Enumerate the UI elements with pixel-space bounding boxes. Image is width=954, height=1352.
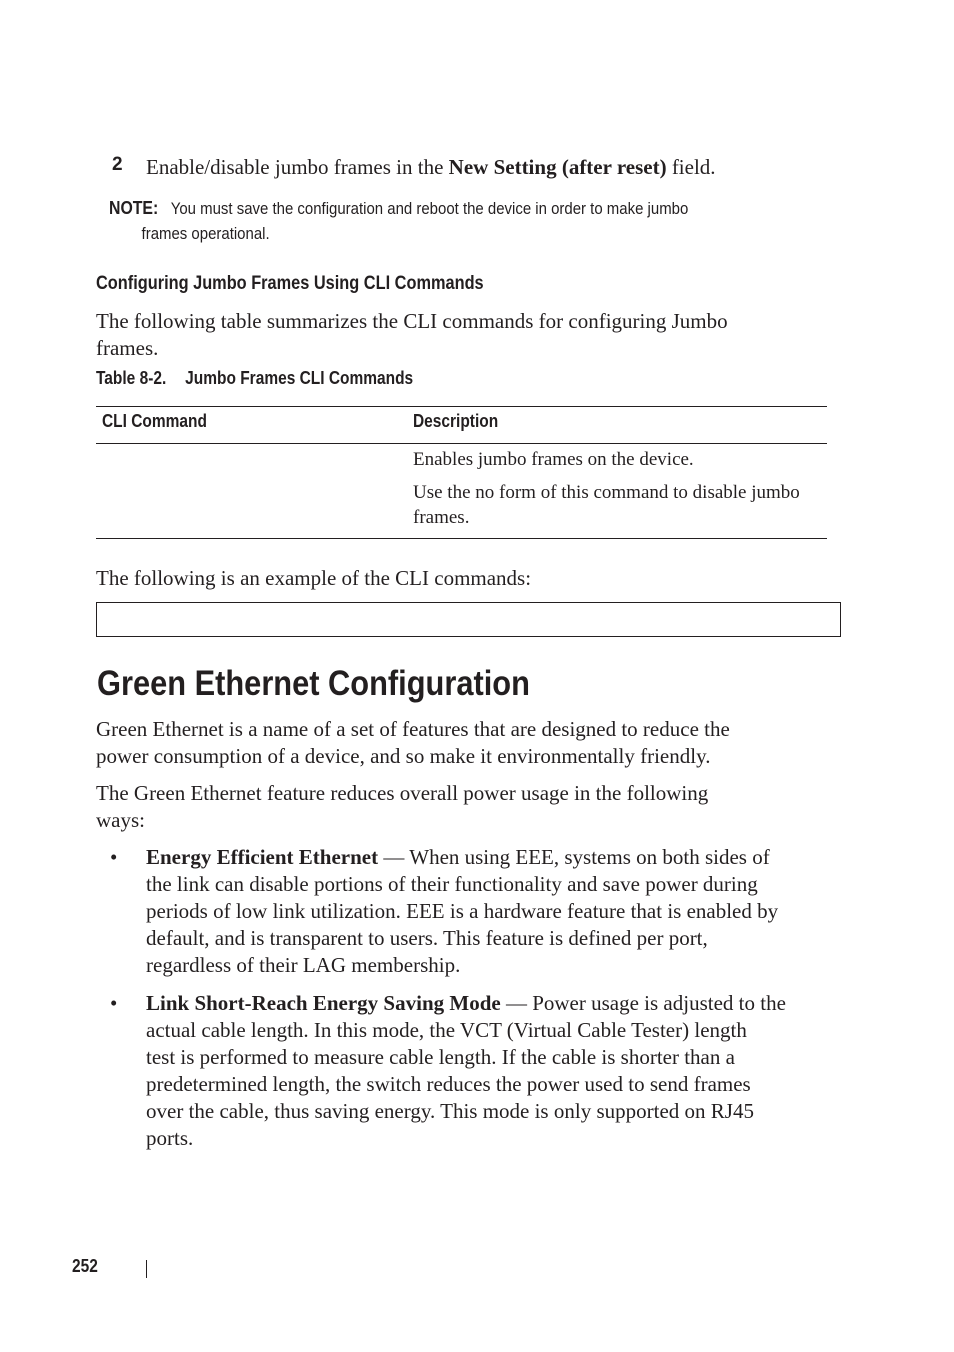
- bullet-term: Energy Efficient Ethernet: [146, 845, 379, 869]
- list-item: Link Short-Reach Energy Saving Mode — Power usage is adjusted to the actual cable length. In this mode, the VCT (Virtual Cable Tester) length test is performed to measure cable length. If the cable is shorter than a predetermined length, the switch reduces the power used to send frames over the cable, thus saving energy. This mode is only supported on RJ45 ports.: [146, 991, 786, 1150]
- table-header-command: CLI Command: [102, 411, 207, 431]
- example-intro: The following is an example of the CLI commands:: [96, 566, 532, 590]
- section-paragraph-1: Green Ethernet is a name of a set of features that are designed to reduce the power consumption of a device, and so make it environmentally friendly.: [96, 717, 730, 768]
- table-caption-number: Table 8-2.: [96, 368, 167, 388]
- step-text: Enable/disable jumbo frames in the New Setting (after reset) field.: [146, 155, 716, 179]
- intro-paragraph: The following table summarizes the CLI commands for configuring Jumbo frames.: [96, 309, 728, 360]
- list-item: Energy Efficient Ethernet — When using EEE, systems on both sides of the link can disable portions of their functionality and save power during periods of low link utilization. EEE is a hardware feature that is enabled by default, and is transparent to users. This feature is defined per port, regardless of their LAG membership.: [146, 845, 779, 977]
- step-number: 2: [112, 154, 123, 175]
- section-paragraph-2: The Green Ethernet feature reduces overall power usage in the following ways:: [96, 781, 709, 832]
- note-label: NOTE:: [109, 198, 159, 218]
- note-text-line-2: frames operational.: [141, 224, 270, 243]
- bullet-icon: •: [110, 991, 118, 1015]
- page-number: 252: [72, 1256, 98, 1276]
- table-bottom-rule: [96, 538, 827, 539]
- subheading: Configuring Jumbo Frames Using CLI Commands: [96, 273, 484, 294]
- table-cell-description-1: Enables jumbo frames on the device.: [413, 449, 694, 470]
- field-name: New Setting (after reset): [448, 155, 667, 179]
- section-title: Green Ethernet Configuration: [97, 664, 530, 703]
- note-text-line-1: You must save the configuration and reboot the device in order to make jumbo: [170, 199, 689, 218]
- table-cell-description-2: Use the no form of this command to disable jumbo frames.: [413, 482, 800, 528]
- code-example-box: [96, 602, 841, 637]
- footer-divider: [146, 1260, 147, 1278]
- bullet-icon: •: [110, 845, 118, 869]
- table-header-rule: [96, 443, 827, 444]
- table-header-description: Description: [413, 411, 499, 431]
- bullet-term: Link Short-Reach Energy Saving Mode: [146, 991, 501, 1015]
- table-top-rule: [96, 406, 827, 407]
- note: [109, 196, 839, 246]
- table-caption-title: Jumbo Frames CLI Commands: [185, 368, 414, 388]
- table-caption: [96, 368, 465, 389]
